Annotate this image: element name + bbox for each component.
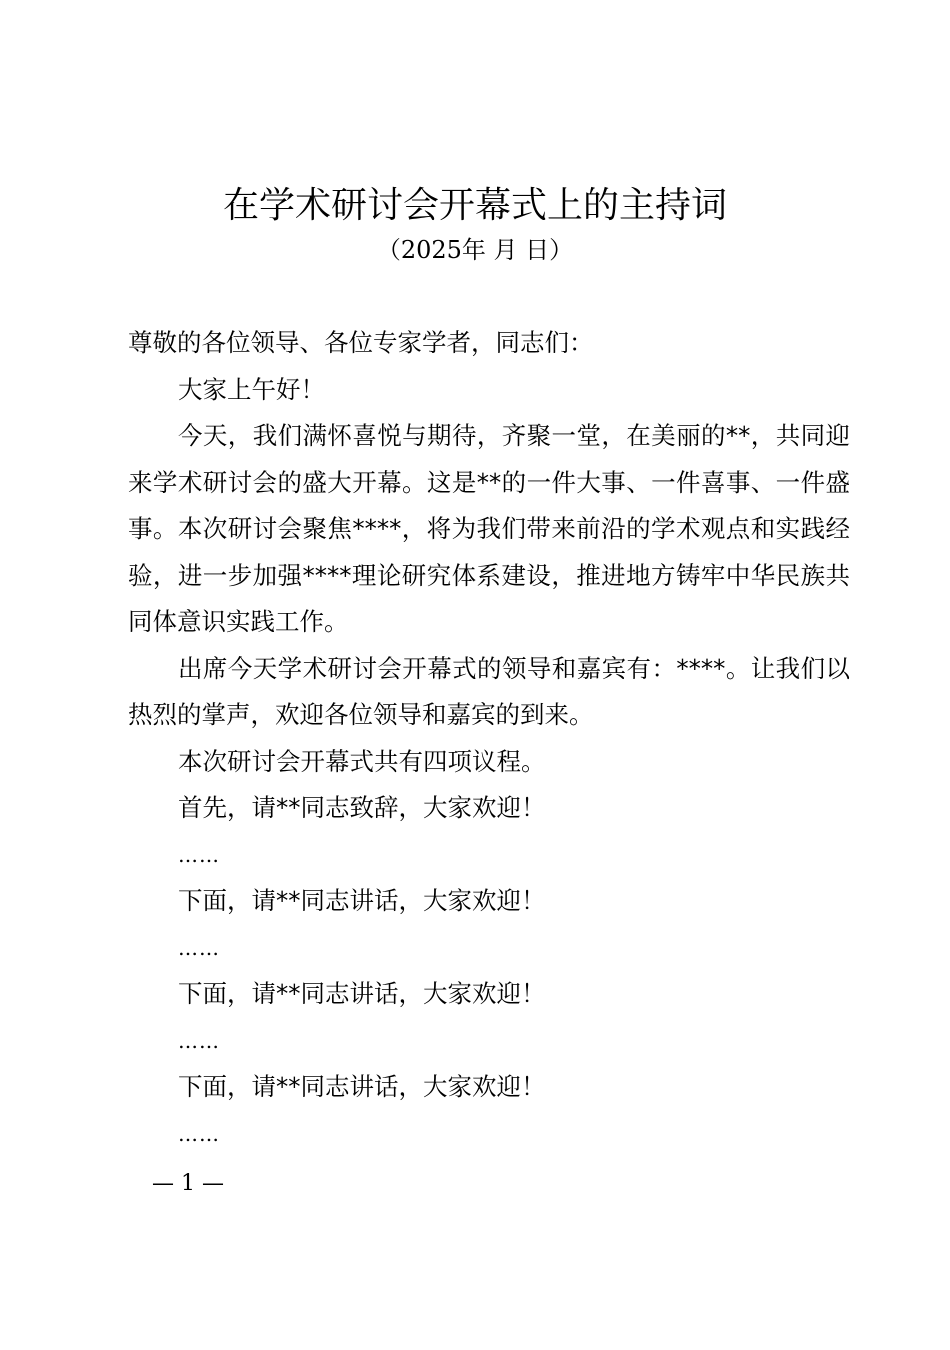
paragraph-opening: 今天，我们满怀喜悦与期待，齐聚一堂，在美丽的**，共同迎来学术研讨会的盛大开幕。这是**的一件大事、一件喜事、一件盛事。本次研讨会聚焦****，将为我们带来前沿的学术观点和实践经验，进一步加强****理论研究体系建设，推进地方铸牢中华民族共同体意识实践工作。 (128, 421, 850, 636)
agenda-item-1: 首先，请**同志致辞，大家欢迎！ (178, 793, 546, 822)
salutation: 尊敬的各位领导、各位专家学者，同志们： (128, 328, 594, 357)
agenda-item-4: 下面，请**同志讲话，大家欢迎！ (178, 1072, 546, 1101)
greeting: 大家上午好！ (178, 374, 325, 404)
agenda-intro: 本次研讨会开幕式共有四项议程。 (178, 746, 546, 776)
document-title: 在学术研讨会开幕式上的主持词 (222, 185, 727, 226)
agenda-ellipsis-1: …… (178, 842, 220, 867)
paragraph-guests: 出席今天学术研讨会开幕式的领导和嘉宾有：****。让我们以热烈的掌声，欢迎各位领导和嘉宾的到来。 (128, 653, 850, 729)
agenda-ellipsis-4: …… (178, 1121, 220, 1146)
document-body (128, 320, 850, 1157)
document-date: （2025年 月 日） (376, 236, 574, 264)
page-number: — 1 — (152, 1171, 224, 1196)
agenda-ellipsis-3: …… (178, 1028, 220, 1053)
agenda-item-2: 下面，请**同志讲话，大家欢迎！ (178, 886, 546, 915)
agenda-item-3: 下面，请**同志讲话，大家欢迎！ (178, 979, 546, 1008)
agenda-ellipsis-2: …… (178, 935, 220, 960)
